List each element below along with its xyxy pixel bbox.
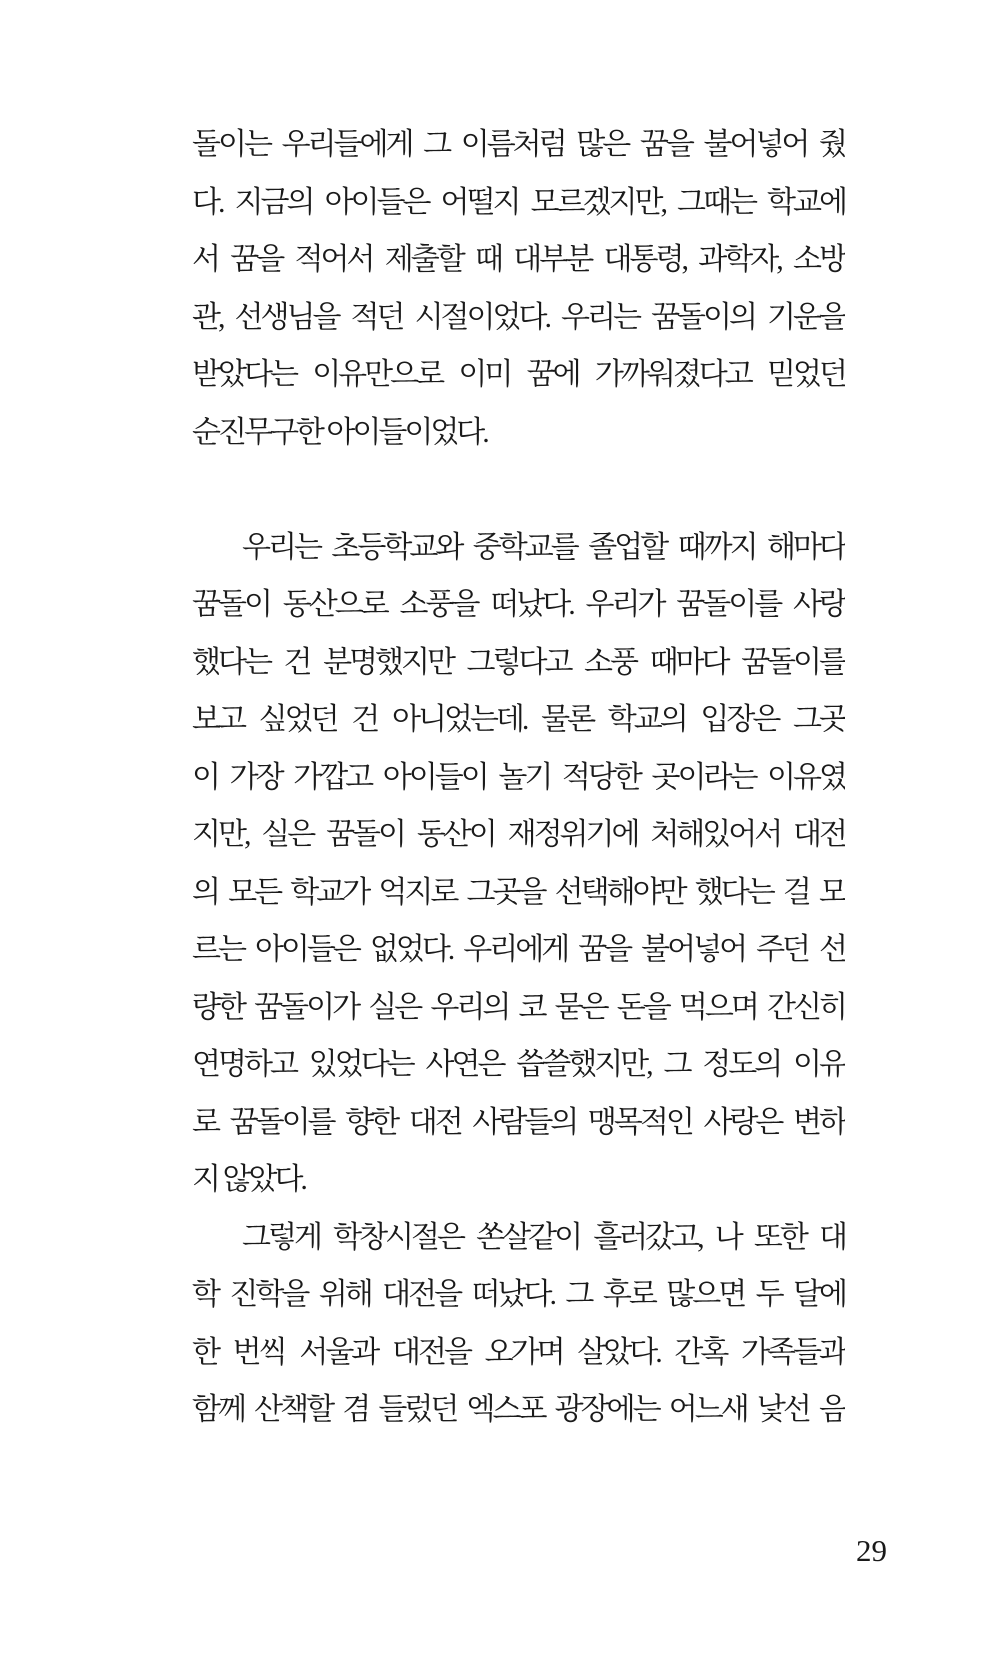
text-line: 이 가장 가깝고 아이들이 놀기 적당한 곳이라는 이유였 [192,760,845,794]
text-line: 지만, 실은 꿈돌이 동산이 재정위기에 처해있어서 대전 [192,818,845,851]
text-line: 서 꿈을 적어서 제출할 때 대부분 대통령, 과학자, 소방 [192,243,845,276]
text-line: 로 꿈돌이를 향한 대전 사람들의 맹목적인 사랑은 변하 [192,1105,845,1139]
text-line: 그렇게 학창시절은 쏜살같이 흘러갔고, 나 또한 대 [242,1220,845,1254]
text-line: 관, 선생님을 적던 시절이었다. 우리는 꿈돌이의 기운을 [192,300,845,334]
paragraph-1 [192,116,845,461]
text-block [192,116,845,1439]
text-line: 다. 지금의 아이들은 어떨지 모르겠지만, 그때는 학교에 [192,185,845,219]
text-line: 순진무구한 아이들이었다. [192,415,487,449]
text-line: 돌이는 우리들에게 그 이름처럼 많은 꿈을 불어넣어 줬 [192,128,845,161]
text-line: 르는 아이들은 없었다. 우리에게 꿈을 불어넣어 주던 선 [192,933,845,966]
text-line: 학 진학을 위해 대전을 떠났다. 그 후로 많으면 두 달에 [192,1278,845,1311]
text-line: 의 모든 학교가 억지로 그곳을 선택해야만 했다는 걸 모 [192,875,845,909]
text-line: 량한 꿈돌이가 실은 우리의 코 묻은 돈을 먹으며 간신히 [192,990,845,1024]
paragraph-3 [192,1209,845,1439]
text-line: 했다는 건 분명했지만 그렇다고 소풍 때마다 꿈돌이를 [192,645,845,679]
text-line: 우리는 초등학교와 중학교를 졸업할 때까지 해마다 [242,530,845,564]
page-number: 29 [856,1533,887,1568]
text-line: 받았다는 이유만으로 이미 꿈에 가까워졌다고 믿었던 [192,358,845,391]
text-line: 연명하고 있었다는 사연은 씁쓸했지만, 그 정도의 이유 [192,1048,845,1081]
text-line: 함께 산책할 겸 들렀던 엑스포 광장에는 어느새 낯선 음 [192,1393,845,1426]
paragraph-2 [192,519,845,1209]
text-line: 보고 싶었던 건 아니었는데. 물론 학교의 입장은 그곳 [192,703,845,736]
text-line: 꿈돌이 동산으로 소풍을 떠났다. 우리가 꿈돌이를 사랑 [192,588,845,621]
text-line: 한 번씩 서울과 대전을 오가며 살았다. 간혹 가족들과 [192,1335,845,1369]
text-line: 지 않았다. [192,1163,305,1196]
